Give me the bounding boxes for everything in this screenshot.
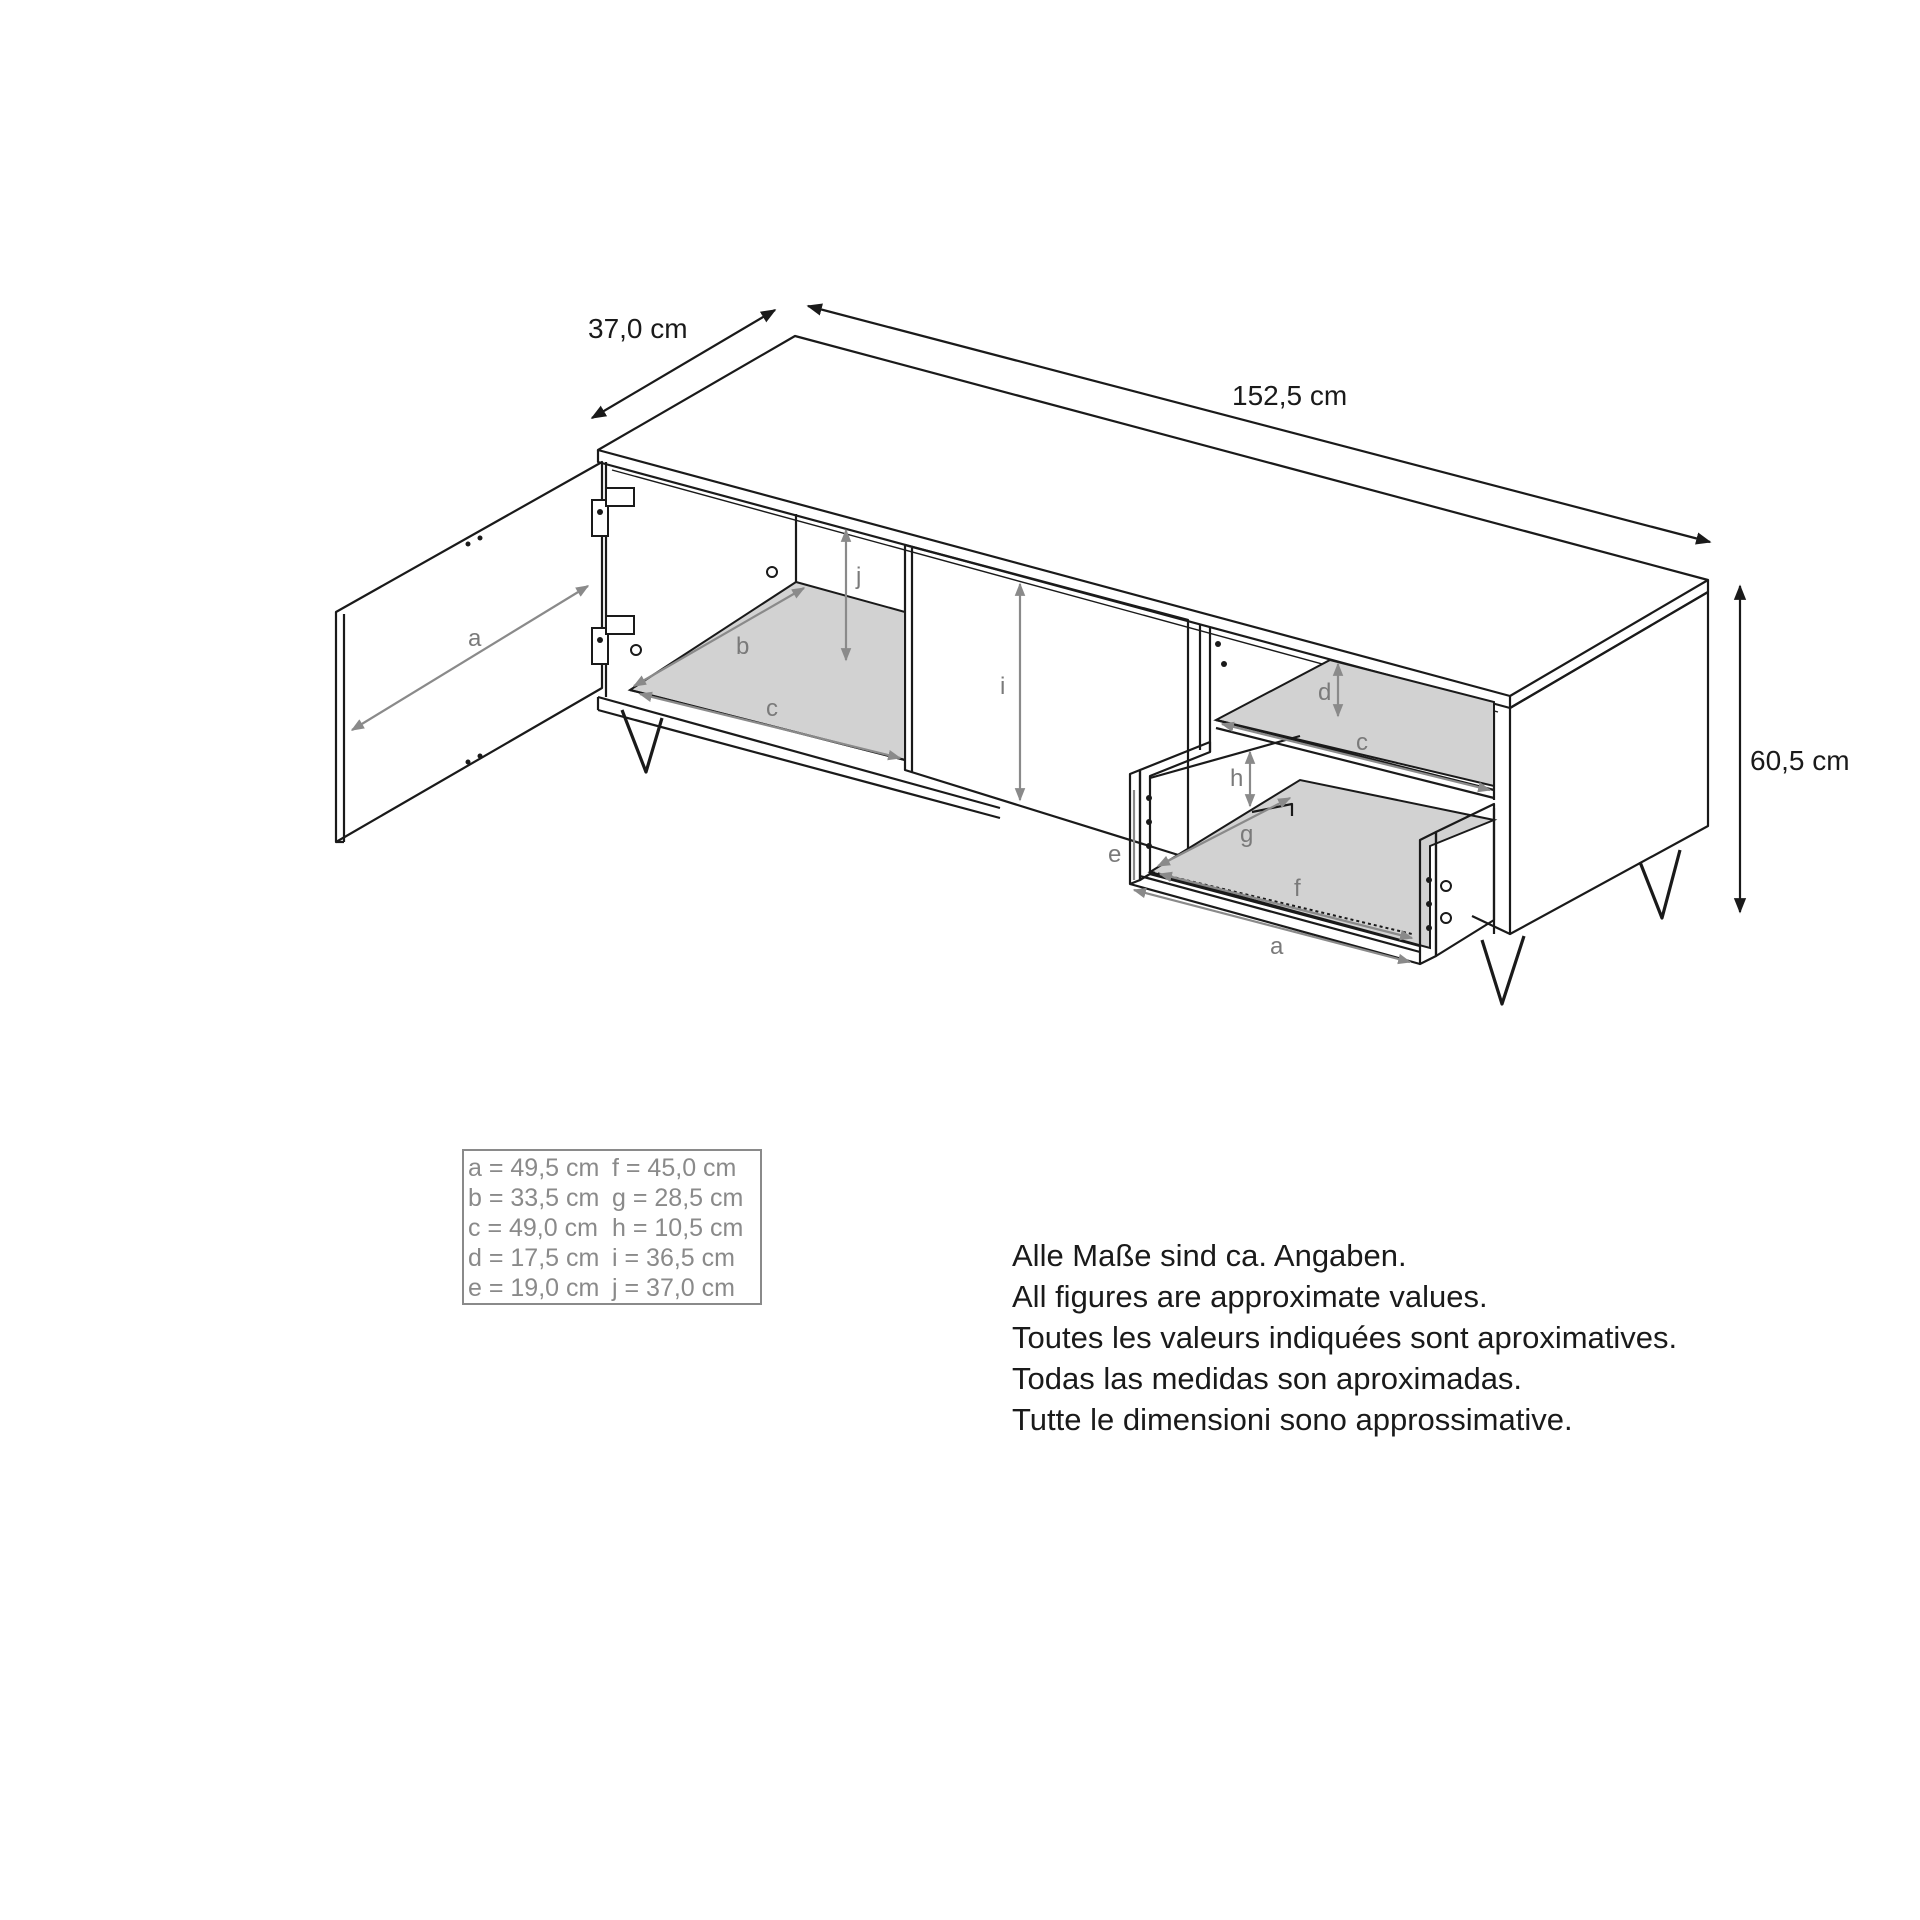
legend-entry: b = 33,5 cm [468, 1184, 600, 1212]
note-line: All figures are approximate values. [1012, 1279, 1488, 1314]
legend-entry: j = 37,0 cm [612, 1274, 735, 1302]
open-left-door [336, 462, 602, 842]
legend-entry: f = 45,0 cm [612, 1154, 737, 1182]
height-label: 60,5 cm [1750, 745, 1850, 776]
leg [622, 710, 662, 772]
right-upper-shelf [1216, 660, 1494, 786]
letter-h: h [1230, 765, 1244, 792]
legend-row [468, 1243, 756, 1273]
legend-row [468, 1273, 756, 1303]
hinge-icon [592, 488, 634, 536]
middle-door [905, 545, 1188, 858]
width-dimension [808, 306, 1710, 542]
legend-row [468, 1153, 756, 1183]
measure-a-door [352, 586, 588, 730]
letter-c: c [1356, 729, 1368, 756]
letter-b: b [736, 633, 750, 660]
letter-i: i [1000, 673, 1006, 700]
legend-entry: h = 10,5 cm [612, 1214, 744, 1242]
letter-f: f [1294, 875, 1301, 902]
note-line: Tutte le dimensioni sono approssimative. [1012, 1402, 1573, 1437]
height-dimension [1740, 586, 1850, 912]
legend-entry: i = 36,5 cm [612, 1244, 735, 1272]
measure-i [1000, 584, 1020, 800]
measurement-legend [462, 1149, 762, 1305]
letter-d: d [1318, 679, 1332, 706]
legend-entry: c = 49,0 cm [468, 1214, 598, 1242]
legend-row [468, 1213, 756, 1243]
depth-label: 37,0 cm [588, 313, 688, 344]
letter-c: c [766, 695, 778, 722]
note-line: Todas las medidas son aproximadas. [1012, 1361, 1523, 1396]
legend-entry: g = 28,5 cm [612, 1184, 744, 1212]
width-label: 152,5 cm [1232, 380, 1348, 411]
measure-h [1230, 752, 1250, 806]
legend-row [468, 1183, 756, 1213]
note-line: Alle Maße sind ca. Angaben. [1012, 1238, 1407, 1273]
hinge-icon [592, 616, 634, 664]
letter-a: a [468, 625, 482, 652]
leg [1482, 936, 1524, 1004]
letter-a: a [1270, 933, 1284, 960]
legend-entry: e = 19,0 cm [468, 1274, 600, 1302]
legend-entry: a = 49,5 cm [468, 1154, 600, 1182]
letter-j: j [856, 563, 862, 590]
letter-g: g [1240, 821, 1254, 848]
legend-entry: d = 17,5 cm [468, 1244, 600, 1272]
letter-e: e [1108, 841, 1122, 868]
note-line: Toutes les valeurs indiquées sont aproximatives. [1012, 1320, 1678, 1355]
right-side-panel [1510, 592, 1708, 934]
approximate-values-notes [1012, 1235, 1677, 1440]
